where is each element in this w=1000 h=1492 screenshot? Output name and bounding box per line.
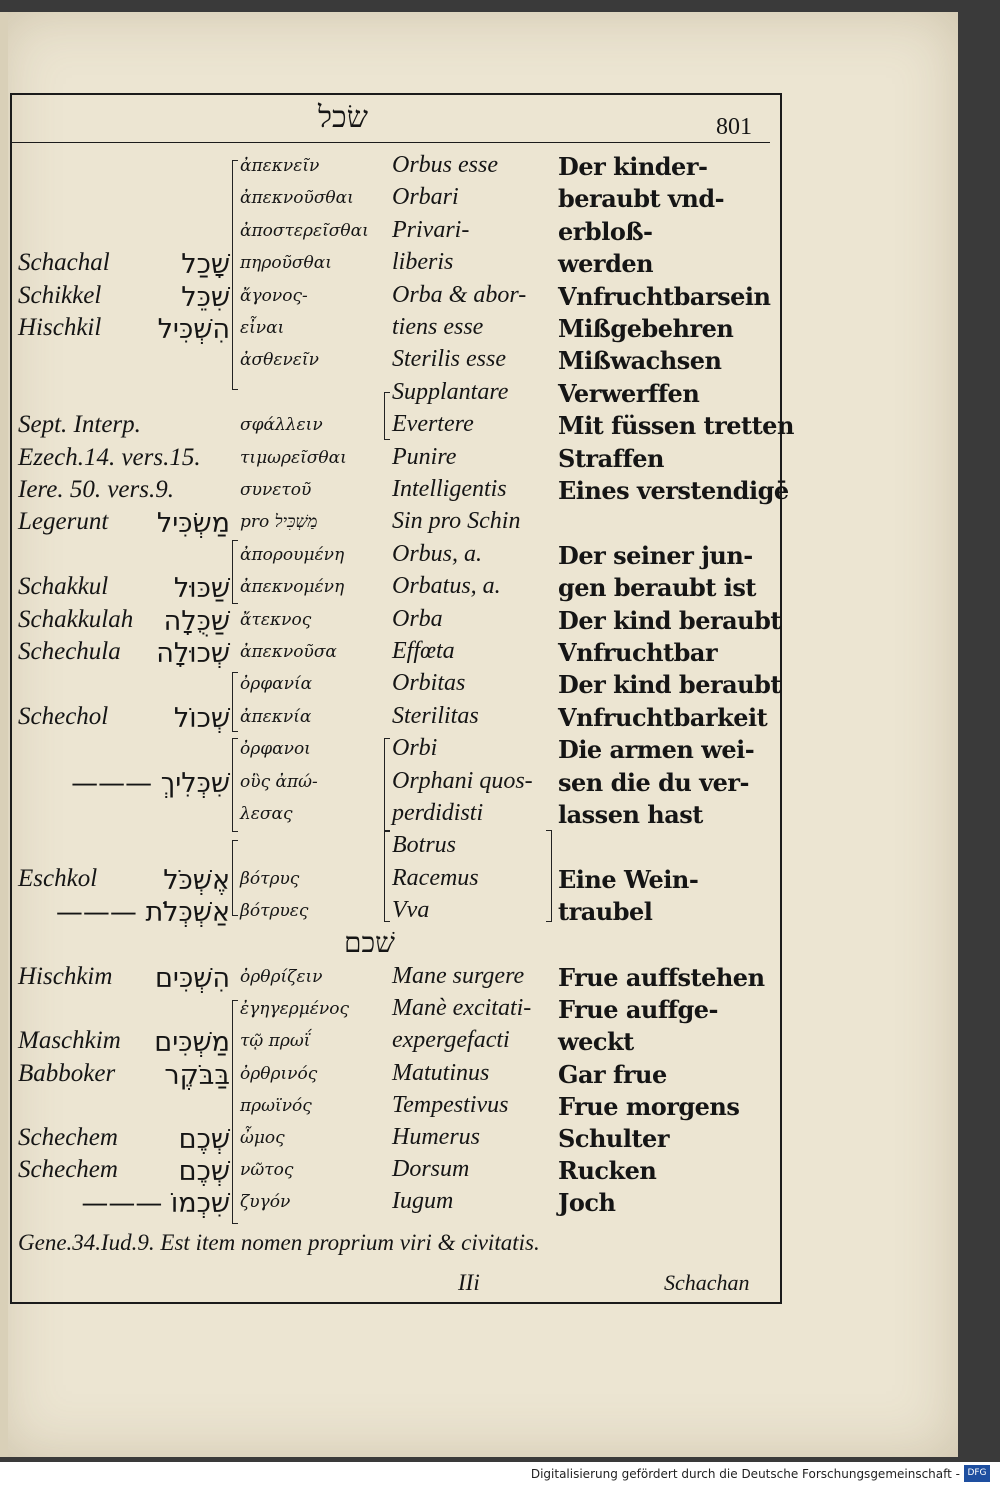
latin-headword: Hischkim xyxy=(18,963,113,990)
brace-greek-2 xyxy=(232,540,238,604)
latin-gloss: Racemus xyxy=(392,864,479,891)
hebrew-word: שִׁכְמוֹ ——— xyxy=(81,1188,230,1220)
latin-gloss: Tempestivus xyxy=(392,1091,509,1118)
greek-gloss: ἀπεκνεῖν xyxy=(240,156,320,176)
latin-gloss: Effœta xyxy=(392,638,455,664)
greek-gloss: εἶναι xyxy=(240,318,285,338)
latin-gloss: Matutinus xyxy=(392,1059,490,1086)
german-gloss: sen die du ver- xyxy=(558,767,750,797)
greek-gloss: βότρυς xyxy=(240,868,300,889)
latin-gloss: Dorsum xyxy=(392,1156,470,1183)
german-gloss: werden xyxy=(558,249,654,279)
greek-gloss: οὓς ἀπώ- xyxy=(240,771,318,792)
latin-headword: Schechem xyxy=(18,1124,118,1151)
latin-gloss: expergefacti xyxy=(392,1027,510,1054)
hebrew-word: שְׁכֶם xyxy=(178,1156,230,1188)
latin-gloss: perdidisti xyxy=(392,800,484,826)
latin-gloss: Punire xyxy=(392,443,457,470)
brace-greek-6 xyxy=(232,1000,238,1224)
footnote: Gene.34.Iud.9. Est item nomen proprium viri & civitatis. xyxy=(18,1230,540,1255)
latin-headword: Ezech.14. vers.15. xyxy=(18,443,201,471)
german-gloss: Schulter xyxy=(558,1124,669,1153)
dfg-logo: DFG xyxy=(964,1465,990,1482)
latin-headword: Schikkel xyxy=(18,281,102,309)
latin-headword: Schachal xyxy=(18,249,110,277)
header-rule xyxy=(10,142,770,143)
running-head-hebrew: שׂכל xyxy=(318,100,368,135)
german-gloss: Mit füssen tretten xyxy=(558,411,794,441)
hebrew-word: שַׁכֻּלָה xyxy=(163,605,230,637)
german-gloss: lassen hast xyxy=(558,800,703,829)
german-gloss: Frue auffstehen xyxy=(558,963,765,992)
greek-gloss: ἀπορουμένη xyxy=(240,544,345,565)
brace-greek-4 xyxy=(232,738,238,832)
german-gloss: weckt xyxy=(558,1027,634,1057)
latin-gloss: tiens esse xyxy=(392,314,484,340)
greek-gloss: ἀποστερεῖσθαι xyxy=(240,220,369,241)
german-gloss: Der kind beraubt xyxy=(558,670,781,700)
german-gloss: Eines verstendigē xyxy=(558,476,789,505)
german-gloss: Eine Wein- xyxy=(558,864,699,894)
latin-gloss: Iugum xyxy=(392,1188,454,1215)
greek-gloss: ἀπεκνοῦσθαι xyxy=(240,188,354,209)
catchword: Schachan xyxy=(664,1270,750,1295)
page-number: 801 xyxy=(716,114,752,140)
greek-gloss: νῶτος xyxy=(240,1160,294,1181)
hebrew-word: שִׁכְּלִיךְ ——— xyxy=(71,767,230,799)
german-gloss: Der kinder- xyxy=(558,152,708,181)
brace-greek-1 xyxy=(232,160,238,390)
greek-gloss: ἄτεκνος xyxy=(240,609,312,630)
german-gloss: Rucken xyxy=(558,1156,657,1186)
greek-gloss: ζυγόν xyxy=(240,1192,291,1213)
latin-gloss: Orba xyxy=(392,605,443,632)
greek-gloss: ἀπεκνία xyxy=(240,706,312,727)
greek-gloss: λεσας xyxy=(240,804,293,824)
german-gloss: Der kind beraubt xyxy=(558,605,781,635)
latin-gloss: Manè excitati- xyxy=(392,995,532,1022)
german-gloss: Vnfruchtbarsein xyxy=(558,281,771,311)
latin-headword: Iere. 50. vers.9. xyxy=(18,476,174,503)
latin-gloss: Mane surgere xyxy=(392,963,525,989)
latin-headword: Hischkil xyxy=(18,314,102,341)
latin-headword: Sept. Interp. xyxy=(18,411,141,439)
latin-gloss: Orbari xyxy=(392,184,459,211)
hebrew-word: אַשְׁכְּלֹת ——— xyxy=(55,897,230,929)
hebrew-word: שְׁכֶם xyxy=(178,1124,230,1155)
greek-gloss: ἐγηγερμένος xyxy=(240,999,350,1020)
german-gloss: Joch xyxy=(558,1188,616,1218)
greek-gloss: βότρυες xyxy=(240,901,309,922)
latin-gloss: Vva xyxy=(392,897,430,924)
latin-gloss: Sin pro Schin xyxy=(392,508,521,535)
latin-headword: Babboker xyxy=(18,1059,116,1087)
german-gloss: beraubt vnd- xyxy=(558,184,725,214)
section-head-shekhem: שׁכם xyxy=(344,926,395,959)
greek-gloss: σφάλλειν xyxy=(240,415,323,436)
latin-gloss: Evertere xyxy=(392,411,474,438)
greek-gloss: πηροῦσθαι xyxy=(240,253,332,274)
latin-headword: Eschkol xyxy=(18,864,98,892)
brace-greek-5 xyxy=(232,840,238,916)
latin-gloss: Orbus esse xyxy=(392,152,498,178)
brace-latin-2 xyxy=(384,738,390,832)
greek-gloss: ὀρφανία xyxy=(240,674,313,695)
german-gloss: Die armen wei- xyxy=(558,735,755,765)
greek-gloss: πρωϊνός xyxy=(240,1095,312,1116)
greek-gloss: ἀσθενεῖν xyxy=(240,350,319,371)
greek-gloss: ὀρθρίζειν xyxy=(240,967,323,987)
hebrew-word: בַּבֹּקֶר xyxy=(164,1059,230,1091)
latin-gloss: Sterilis esse xyxy=(392,346,506,373)
greek-gloss: ἄγονος- xyxy=(240,285,308,306)
latin-gloss: Botrus xyxy=(392,832,457,859)
latin-headword: Schechem xyxy=(18,1156,118,1184)
latin-headword: Schechula xyxy=(18,638,121,665)
hebrew-word: הִשְׁכִּים xyxy=(154,963,230,994)
hebrew-word: מַשְׂכִּיל xyxy=(156,508,230,540)
german-gloss: Straffen xyxy=(558,443,664,473)
hebrew-word: מַשְׁכִּים xyxy=(154,1027,230,1059)
greek-gloss: ὀρθρινός xyxy=(240,1063,318,1084)
greek-gloss: τῷ πρωΐ xyxy=(240,1031,311,1052)
hebrew-word: שִׁכֵּל xyxy=(181,281,230,313)
german-gloss: Frue morgens xyxy=(558,1091,740,1121)
scan-credit: Digitalisierung gefördert durch die Deutsche Forschungsgemeinschaft - xyxy=(530,1467,960,1481)
latin-gloss: Orba & abor- xyxy=(392,281,527,308)
german-gloss: Mißwachsen xyxy=(558,346,722,376)
greek-gloss: ὀρφανοι xyxy=(240,739,311,760)
german-gloss: Gar frue xyxy=(558,1059,667,1089)
german-gloss: Frue auffge- xyxy=(558,995,718,1025)
latin-gloss: Orbus, a. xyxy=(392,540,483,567)
hebrew-word: אֶשְׁכֹּל xyxy=(163,864,230,896)
latin-gloss: Orbitas xyxy=(392,670,466,697)
hebrew-word: שַׁכּוּל xyxy=(173,573,230,605)
greek-gloss: pro מַשְׁכִּיל xyxy=(240,512,318,533)
german-gloss: Vnfruchtbar xyxy=(558,638,718,667)
latin-headword: Maschkim xyxy=(18,1027,121,1055)
latin-gloss: Orbatus, a. xyxy=(392,573,501,600)
hebrew-word: שָׁכַל xyxy=(181,249,230,281)
german-gloss: Der seiner jun- xyxy=(558,540,753,570)
latin-gloss: liberis xyxy=(392,249,454,276)
latin-gloss: Humerus xyxy=(392,1124,480,1150)
greek-gloss: ὦμος xyxy=(240,1128,285,1148)
latin-headword: Legerunt xyxy=(18,508,109,536)
greek-gloss: τιμωρεῖσθαι xyxy=(240,447,347,468)
brace-latin-3 xyxy=(384,830,390,922)
latin-gloss: Supplantare xyxy=(392,378,509,405)
latin-gloss: Orbi xyxy=(392,735,438,762)
hebrew-word: שְׁכוֹל xyxy=(173,702,230,734)
greek-gloss: συνετοῦ xyxy=(240,480,312,500)
german-gloss: Vnfruchtbarkeit xyxy=(558,702,768,732)
brace-latin-1 xyxy=(384,392,390,440)
latin-gloss: Orphani quos- xyxy=(392,767,533,794)
brace-greek-3 xyxy=(232,672,238,732)
greek-gloss: ἀπεκνομένη xyxy=(240,577,345,598)
latin-gloss: Sterilitas xyxy=(392,702,479,729)
hebrew-word: הִשְׁכִּיל xyxy=(157,314,230,345)
latin-headword: Schechol xyxy=(18,702,109,730)
brace-german-1 xyxy=(546,830,552,922)
german-gloss: gen beraubt ist xyxy=(558,573,756,603)
greek-gloss: ἀπεκνοῦσα xyxy=(240,642,337,662)
signature-mark: IIi xyxy=(458,1270,480,1295)
hebrew-word: שְׁכוּלָה xyxy=(156,638,230,669)
german-gloss: traubel xyxy=(558,897,653,927)
german-gloss: Verwerffen xyxy=(558,378,700,408)
latin-gloss: Intelligentis xyxy=(392,476,507,502)
german-gloss: erbloß- xyxy=(558,216,653,246)
latin-gloss: Privari- xyxy=(392,216,470,243)
latin-headword: Schakkul xyxy=(18,573,109,601)
latin-headword: Schakkulah xyxy=(18,605,134,633)
german-gloss: Mißgebehren xyxy=(558,314,734,343)
